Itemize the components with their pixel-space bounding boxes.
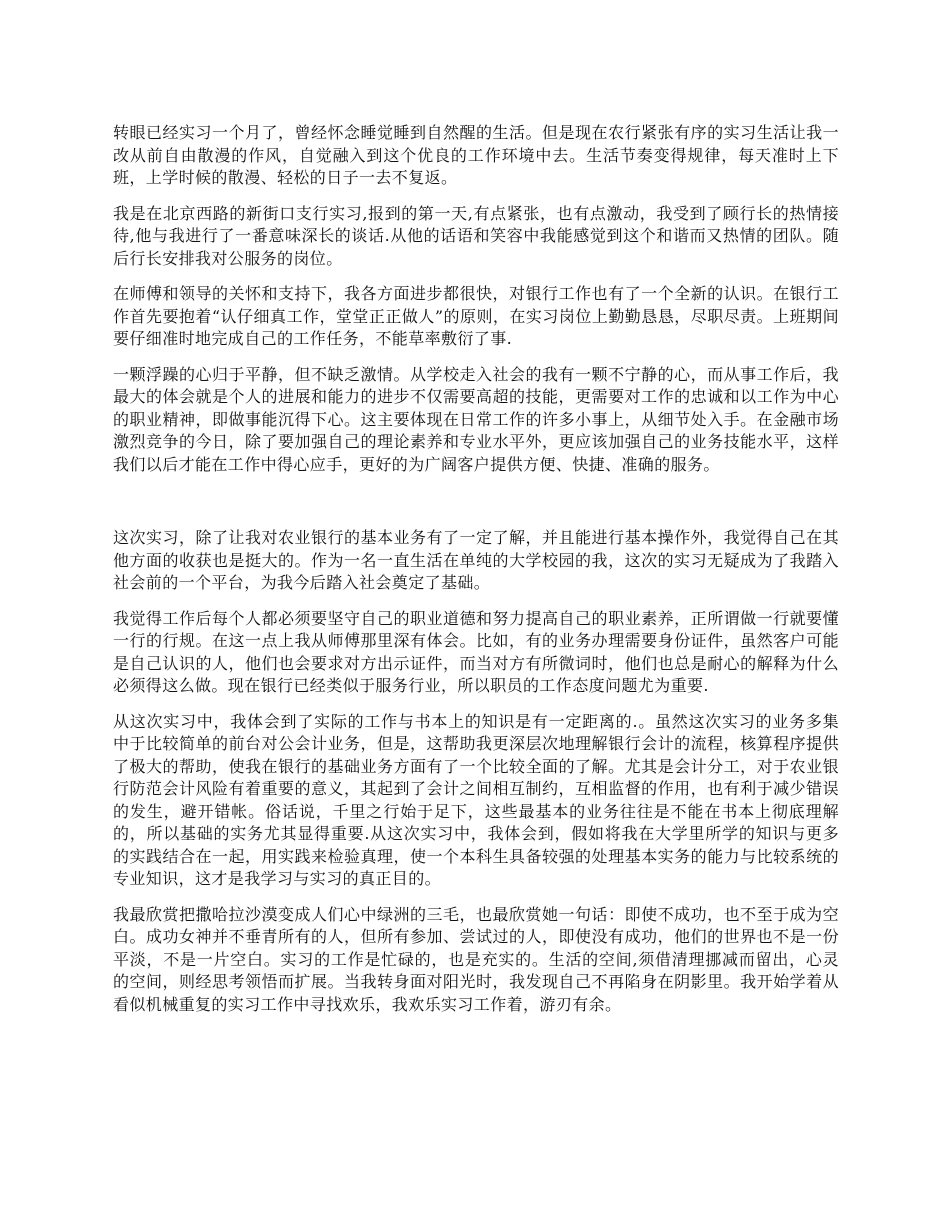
paragraph-6: 我觉得工作后每个人都必须要坚守自己的职业道德和努力提高自己的职业素养，正所谓做一行就要懂一行的行规。在这一点上我从师傅那里深有体会。比如，有的业务办理需要身份证件，虽然客户可能是自己认识的人，他们也会要求对方出示证件，而当对方有所微词时，他们也总是耐心的解释为什么必须得这么做。现在银行已经类似于服务行业，所以职员的工作态度问题尤为重要. (113, 608, 839, 695)
paragraph-8: 我最欣赏把撒哈拉沙漠变成人们心中绿洲的三毛，也最欣赏她一句话：即使不成功，也不至于成为空白。成功女神并不垂青所有的人，但所有参加、尝试过的人，即使没有成功，他们的世界也不是一份平淡，不是一片空白。实习的工作是忙碌的，也是充实的。生活的空间,须借清理挪减而留出，心灵的空间，则经思考领悟而扩展。当我转身面对阳光时，我发现自己不再陷身在阴影里。我开始学着从看似机械重复的实习工作中寻找欢乐，我欢乐实习工作着，游刃有余。 (113, 904, 839, 1014)
paragraph-2: 我是在北京西路的新街口支行实习,报到的第一天,有点紧张，也有点激动，我受到了顾行长的热情接待,他与我进行了一番意味深长的谈话.从他的话语和笑容中我能感觉到这个和谐而又热情的团队。随后行长安排我对公服务的岗位。 (113, 203, 839, 268)
paragraph-7: 从这次实习中，我体会到了实际的工作与书本上的知识是有一定距离的.。虽然这次实习的业务多集中于比较简单的前台对公会计业务，但是，这帮助我更深层次地理解银行会计的流程，核算程序提供了极大的帮助，使我在银行的基础业务方面有了一个比较全面的了解。尤其是会计分工，对于农业银行防范会计风险有着重要的意义，其起到了会计之间相互制约，互相监督的作用，也有利于减少错误的发生，避开错帐。俗话说，千里之行始于足下，这些最基本的业务往往是不能在书本上彻底理解的，所以基础的实务尤其显得重要.从这次实习中，我体会到，假如将我在大学里所学的知识与更多的实践结合在一起，用实践来检验真理，使一个本科生具备较强的处理基本实务的能力与比较系统的专业知识，这才是我学习与实习的真正目的。 (113, 711, 839, 888)
paragraph-5: 这次实习，除了让我对农业银行的基本业务有了一定了解，并且能进行基本操作外，我觉得自己在其他方面的收获也是挺大的。作为一名一直生活在单纯的大学校园的我，这次的实习无疑成为了我踏入社会前的一个平台，为我今后踏入社会奠定了基础。 (113, 528, 839, 592)
section-gap (113, 489, 839, 527)
document-body (113, 122, 839, 1029)
paragraph-1: 转眼已经实习一个月了，曾经怀念睡觉睡到自然醒的生活。但是现在农行紧张有序的实习生活让我一改从前自由散漫的作风，自觉融入到这个优良的工作环境中去。生活节奏变得规律，每天准时上下班，上学时候的散漫、轻松的日子一去不复返。 (113, 123, 839, 187)
paragraph-4: 一颗浮躁的心归于平静，但不缺乏激情。从学校走入社会的我有一颗不宁静的心，而从事工作后，我最大的体会就是个人的进展和能力的进步不仅需要高超的技能，更需要对工作的忠诚和以工作为中心的职业精神，即做事能沉得下心。这主要体现在日常工作的许多小事上，从细节处入手。在金融市场激烈竞争的今日，除了要加强自己的理论素养和专业水平外，更应该加强自己的业务技能水平，这样我们以后才能在工作中得心应手，更好的为广阔客户提供方便、快捷、准确的服务。 (113, 364, 839, 474)
paragraph-3: 在师傅和领导的关怀和支持下，我各方面进步都很快，对银行工作也有了一个全新的认识。在银行工作首先要抱着“认仔细真工作，堂堂正正做人”的原则，在实习岗位上勤勤恳恳，尽职尽责。上班期间要仔细准时地完成自己的工作任务，不能草率敷衍了事. (113, 284, 839, 348)
